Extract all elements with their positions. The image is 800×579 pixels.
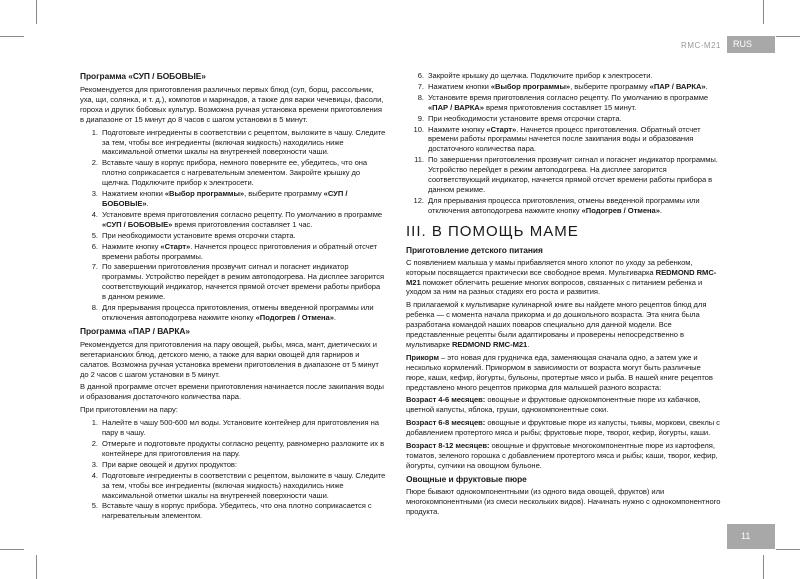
bold-text: «Старт» <box>160 241 191 251</box>
soup-step <box>100 189 386 209</box>
crop-mark <box>36 555 37 579</box>
crop-mark <box>763 555 764 579</box>
text: – это новая для грудничка еда, заменяющая сначала одно, а затем уже и несколько кормлений. Прикормом в зависимости от возраста могут быть различные пюре, каши, кефир, йогурты, бульоны, протертые мясо и рыба. В нашей книге рецептов представлено много рецептов прикорма для малышей разного возраста: <box>406 352 713 392</box>
soup-program-title: Программа «СУП / БОБОВЫЕ» <box>80 71 206 81</box>
text: овощные и фруктовые пюре из капусты, тыквы, моркови, свеклы с добавлением протертого мяса и рыбы; фруктовые пюре, творог, кефир, йогурты, каши. <box>406 418 720 438</box>
text: время приготовления составляет 15 минут. <box>483 102 637 112</box>
bold-text: «СУП / БОБОВЫЕ» <box>102 219 173 229</box>
baby-food-title: Приготовление детского питания <box>406 244 543 255</box>
text: Для прерывания процесса приготовления, отмены введенной программы или отключения автоподогрева нажмите кнопку <box>102 303 374 322</box>
bold-text: REDMOND RMC-M21 <box>406 267 717 287</box>
text: , выберите программу <box>244 189 324 199</box>
soup-step: 2. Вставьте чашу в корпус прибора, немного поверните ее, убедитесь, что она плотно соприкасается с нагревательным элементом. Закройте крышку до щелчка. Подключите прибор к электросети. <box>100 158 386 188</box>
bold-text: Возраст 8-12 месяцев: <box>406 441 490 451</box>
steam-step <box>426 93 721 113</box>
crop-mark <box>36 0 37 24</box>
age-paragraph <box>406 395 721 415</box>
steam-step: 5. Вставьте чашу в корпус прибора. Убедитесь, что она плотно соприкасается с нагревательным элементом. <box>100 501 386 521</box>
soup-steps-list <box>80 128 386 323</box>
steam-steps-continued <box>406 71 721 216</box>
steam-step: 4. Подготовьте ингредиенты в соответствии с рецептом, выложите в чашу. Следите за тем, чтобы все ингредиенты (включая жидкость) находились ниже максимальной отметки шкалы на внутренней поверхности чаши. <box>100 471 386 501</box>
steam-steps-list <box>80 418 386 521</box>
crop-mark <box>776 36 800 37</box>
steam-step: 11. По завершении приготовления прозвучит сигнал и погаснет индикатор программы. Устройство перейдет в режим автоподогрева. На дисплее загорится соответствующий индикатор, начнется прямой отсчет времени работы прибора в данном режиме. <box>426 155 721 195</box>
text: Нажатием кнопки <box>428 81 491 91</box>
steam-step <box>426 125 721 155</box>
crop-mark <box>0 549 24 550</box>
text: . Начнется процесс приготовления. Обратный отсчет времени работы программы начнется после закипания воды и образования достаточного количества пара. <box>428 124 701 154</box>
age-paragraph <box>406 418 721 438</box>
text: . <box>146 198 149 208</box>
text: Установите время приготовления согласно рецепту. По умолчанию в программе <box>428 92 709 102</box>
soup-step <box>100 242 386 262</box>
text: . <box>705 81 708 91</box>
steam-step: 2. Отмерьте и подготовьте продукты согласно рецепту, равномерно разложите их в контейнере для приготовления на пару. <box>100 439 386 459</box>
model-label: RMC-M21 <box>681 41 721 50</box>
bold-text: «СУП / БОБОВЫЕ» <box>102 189 348 208</box>
crop-mark <box>763 0 764 24</box>
baby-paragraph <box>406 258 721 298</box>
steam-step <box>426 196 721 216</box>
steam-subheading: При приготовлении на пару: <box>80 405 178 415</box>
baby-paragraph <box>406 353 721 393</box>
bold-text: «Выбор программы» <box>164 189 245 199</box>
text: . <box>659 205 662 215</box>
soup-intro: Рекомендуется для приготовления различных первых блюд (суп, борщ, рассольник, уха, щи, солянка, и т. д.), компотов и маринадов, а также для варки чечевицы, фасоли, гороха и других бобовых культур. Возможна ручная установка времени приготовления в диапазоне от 15 минут до 8 часов с шагом установки в 5 минут. <box>80 85 384 124</box>
puree-paragraph: Пюре бывают однокомпонентными (из одного вида овощей, фруктов) или многокомпонентными (из смеси нескольких видов). Начинать нужно с однокомпонентного продукта. <box>406 486 721 516</box>
text: . <box>333 312 336 322</box>
steam-step: 3. При варке овощей и других продуктов: <box>100 460 386 470</box>
bold-text: Прикорм <box>406 352 439 362</box>
bold-text: «Старт» <box>486 124 517 134</box>
bold-text: Возраст 6-8 месяцев: <box>406 418 486 428</box>
bold-text: «Подогрев / Отмена» <box>255 312 334 322</box>
steam-intro: Рекомендуется для приготовления на пару овощей, рыбы, мяса, мант, диетических и вегетарианских блюд, детского меню, а также для варки овощей для гарниров и салатов. Возможна ручная установка времени приготовления в диапазоне от 5 минут до 2 часов с шагом установки в 5 минут. <box>80 339 379 379</box>
text: овощные и фруктовые многокомпонентные пюре из картофеля, томатов, зеленого горошка с добавлением протертого мяса и рыбы; каши, творог, кефир, йогурты, супчики на овощном бульоне. <box>406 441 718 470</box>
soup-step: 5. При необходимости установите время отсрочки старта. <box>100 231 386 241</box>
section-title: III. В ПОМОЩЬ МАМЕ <box>406 222 579 240</box>
bold-text: «Выбор программы» <box>490 81 571 91</box>
soup-step <box>100 303 386 323</box>
text: В прилагаемой к мультиварке кулинарной книге вы найдете много рецептов блюд для ребенка — с момента начала прикорма и до дошкольного возраста. Эта книга была разработана командой наших поваров специально для данной модели. Все представленные рецепты были адаптированы и проверены непосредственно в мультиварке <box>406 300 707 349</box>
language-tab: RUS <box>727 36 775 53</box>
baby-paragraph <box>406 300 721 350</box>
steam-note: В данной программе отсчет времени приготовления начинается после закипания воды и образования достаточного количества пара. <box>80 382 384 402</box>
text: овощные и фруктовые однокомпонентные пюре из кабачков, цветной капусты, яблока, груши, однокомпонентные соки. <box>406 395 701 415</box>
soup-step: 1. Подготовьте ингредиенты в соответствии с рецептом, выложите в чашу. Следите за тем, чтобы все ингредиенты (включая жидкость) находились ниже максимальной отметки шкалы на внутренней поверхности чаши. <box>100 128 386 158</box>
text: Установите время приготовления согласно рецепту. По умолчанию в программе <box>102 209 383 219</box>
bold-text: «ПАР / ВАРКА» <box>649 81 706 91</box>
page-number: 11 <box>727 524 775 549</box>
text: поможет облегчить решение многих вопросов, связанных с питанием ребенка и уходом за ним на разных стадиях его роста и развития. <box>406 277 703 297</box>
bold-text: REDMOND RMC-M21 <box>452 339 528 349</box>
text: Нажатием кнопки <box>102 189 165 199</box>
steam-step <box>426 82 721 92</box>
bold-text: Возраст 4-6 месяцев: <box>406 395 486 405</box>
steam-program-title: Программа «ПАР / ВАРКА» <box>80 325 191 336</box>
steam-step: 6. Закройте крышку до щелчка. Подключите прибор к электросети. <box>426 71 721 81</box>
text: Нажмите кнопку <box>102 241 161 251</box>
steam-step: 9. При необходимости установите время отсрочки старта. <box>426 114 721 124</box>
age-paragraph <box>406 441 721 471</box>
soup-step: 7. По завершении приготовления прозвучит сигнал и погаснет индикатор программы. Устройство перейдет в режим автоподогрева. На дисплее загорится соответствующий индикатор, начнется прямой отсчет времени работы прибора в данном режиме. <box>100 262 386 302</box>
text: Для прерывания процесса приготовления, отмены введенной программы или отключения автоподогрева нажмите кнопку <box>428 195 700 215</box>
puree-title: Овощные и фруктовые пюре <box>406 473 527 484</box>
left-column <box>80 71 386 524</box>
soup-step <box>100 210 386 230</box>
bold-text: «Подогрев / Отмена» <box>581 205 660 215</box>
crop-mark <box>0 36 24 37</box>
text: . Начнется процесс приготовления и обратный отсчет времени работы программы. <box>102 241 378 261</box>
text: , выберите программу <box>570 81 650 91</box>
text: С появлением малыша у мамы прибавляется много хлопот по уходу за ребенком, которым посвящается практически все свободное время. Мультиварка <box>406 257 693 277</box>
text: время приготовления составляет 1 час. <box>172 219 313 229</box>
text: . <box>527 339 530 349</box>
right-column <box>406 71 721 520</box>
bold-text: «ПАР / ВАРКА» <box>428 102 484 112</box>
text: Нажмите кнопку <box>428 124 487 134</box>
steam-step: 1. Налейте в чашу 500-600 мл воды. Установите контейнер для приготовления на пару в чашу. <box>100 418 386 438</box>
crop-mark <box>776 549 800 550</box>
